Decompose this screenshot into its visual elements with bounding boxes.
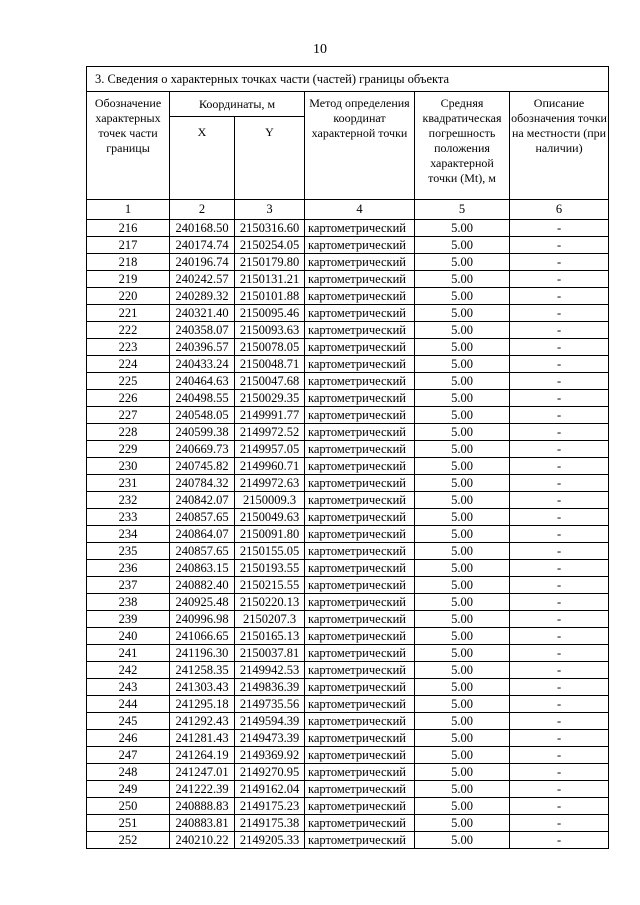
y-coordinate-cell: 2150254.05 bbox=[235, 237, 305, 254]
header-method: Метод определения координат характерной точки bbox=[305, 92, 415, 200]
method-cell: картометрический bbox=[305, 713, 415, 730]
description-cell: - bbox=[510, 407, 609, 424]
description-cell: - bbox=[510, 237, 609, 254]
y-coordinate-cell: 2150179.80 bbox=[235, 254, 305, 271]
error-cell: 5.00 bbox=[415, 475, 510, 492]
x-coordinate-cell: 241066.65 bbox=[170, 628, 235, 645]
table-row bbox=[87, 645, 609, 662]
point-cell: 231 bbox=[87, 475, 170, 492]
table-row bbox=[87, 305, 609, 322]
description-cell: - bbox=[510, 373, 609, 390]
x-coordinate-cell: 240669.73 bbox=[170, 441, 235, 458]
method-cell: картометрический bbox=[305, 492, 415, 509]
method-cell: картометрический bbox=[305, 254, 415, 271]
table-body bbox=[87, 220, 609, 849]
table-row bbox=[87, 475, 609, 492]
error-cell: 5.00 bbox=[415, 611, 510, 628]
column-number: 3 bbox=[235, 200, 305, 220]
method-cell: картометрический bbox=[305, 594, 415, 611]
error-cell: 5.00 bbox=[415, 713, 510, 730]
description-cell: - bbox=[510, 628, 609, 645]
method-cell: картометрический bbox=[305, 526, 415, 543]
x-coordinate-cell: 241295.18 bbox=[170, 696, 235, 713]
column-number: 5 bbox=[415, 200, 510, 220]
description-cell: - bbox=[510, 594, 609, 611]
description-cell: - bbox=[510, 390, 609, 407]
method-cell: картометрический bbox=[305, 832, 415, 849]
description-cell: - bbox=[510, 662, 609, 679]
x-coordinate-cell: 240857.65 bbox=[170, 509, 235, 526]
error-cell: 5.00 bbox=[415, 237, 510, 254]
point-cell: 252 bbox=[87, 832, 170, 849]
table-row bbox=[87, 815, 609, 832]
section-title-row bbox=[87, 67, 609, 92]
table-row bbox=[87, 747, 609, 764]
x-coordinate-cell: 241264.19 bbox=[170, 747, 235, 764]
error-cell: 5.00 bbox=[415, 764, 510, 781]
description-cell: - bbox=[510, 832, 609, 849]
description-cell: - bbox=[510, 696, 609, 713]
method-cell: картометрический bbox=[305, 798, 415, 815]
x-coordinate-cell: 240548.05 bbox=[170, 407, 235, 424]
table-row bbox=[87, 373, 609, 390]
table-row bbox=[87, 237, 609, 254]
method-cell: картометрический bbox=[305, 781, 415, 798]
x-coordinate-cell: 240174.74 bbox=[170, 237, 235, 254]
table-row bbox=[87, 220, 609, 237]
table-row bbox=[87, 662, 609, 679]
error-cell: 5.00 bbox=[415, 560, 510, 577]
y-coordinate-cell: 2150220.13 bbox=[235, 594, 305, 611]
x-coordinate-cell: 241292.43 bbox=[170, 713, 235, 730]
table-row bbox=[87, 798, 609, 815]
description-cell: - bbox=[510, 730, 609, 747]
x-coordinate-cell: 240888.83 bbox=[170, 798, 235, 815]
y-coordinate-cell: 2150193.55 bbox=[235, 560, 305, 577]
column-number: 2 bbox=[170, 200, 235, 220]
description-cell: - bbox=[510, 713, 609, 730]
y-coordinate-cell: 2150029.35 bbox=[235, 390, 305, 407]
method-cell: картометрический bbox=[305, 271, 415, 288]
error-cell: 5.00 bbox=[415, 798, 510, 815]
table-row bbox=[87, 781, 609, 798]
method-cell: картометрический bbox=[305, 730, 415, 747]
x-coordinate-cell: 240784.32 bbox=[170, 475, 235, 492]
method-cell: картометрический bbox=[305, 577, 415, 594]
column-number: 1 bbox=[87, 200, 170, 220]
error-cell: 5.00 bbox=[415, 220, 510, 237]
description-cell: - bbox=[510, 475, 609, 492]
description-cell: - bbox=[510, 815, 609, 832]
method-cell: картометрический bbox=[305, 220, 415, 237]
y-coordinate-cell: 2150047.68 bbox=[235, 373, 305, 390]
x-coordinate-cell: 240196.74 bbox=[170, 254, 235, 271]
description-cell: - bbox=[510, 458, 609, 475]
table-row bbox=[87, 560, 609, 577]
x-coordinate-cell: 240433.24 bbox=[170, 356, 235, 373]
x-coordinate-cell: 240925.48 bbox=[170, 594, 235, 611]
x-coordinate-cell: 240842.07 bbox=[170, 492, 235, 509]
y-coordinate-cell: 2149972.63 bbox=[235, 475, 305, 492]
y-coordinate-cell: 2150095.46 bbox=[235, 305, 305, 322]
point-cell: 235 bbox=[87, 543, 170, 560]
error-cell: 5.00 bbox=[415, 458, 510, 475]
y-coordinate-cell: 2150131.21 bbox=[235, 271, 305, 288]
y-coordinate-cell: 2150049.63 bbox=[235, 509, 305, 526]
point-cell: 249 bbox=[87, 781, 170, 798]
table-row bbox=[87, 696, 609, 713]
error-cell: 5.00 bbox=[415, 254, 510, 271]
error-cell: 5.00 bbox=[415, 696, 510, 713]
error-cell: 5.00 bbox=[415, 679, 510, 696]
header-error: Средняя квадратическая погрешность положения характерной точки (Mt), м bbox=[415, 92, 510, 200]
error-cell: 5.00 bbox=[415, 288, 510, 305]
x-coordinate-cell: 240882.40 bbox=[170, 577, 235, 594]
x-coordinate-cell: 240242.57 bbox=[170, 271, 235, 288]
method-cell: картометрический bbox=[305, 611, 415, 628]
point-cell: 222 bbox=[87, 322, 170, 339]
description-cell: - bbox=[510, 526, 609, 543]
error-cell: 5.00 bbox=[415, 662, 510, 679]
method-cell: картометрический bbox=[305, 458, 415, 475]
table-row bbox=[87, 543, 609, 560]
header-row bbox=[87, 92, 609, 117]
method-cell: картометрический bbox=[305, 373, 415, 390]
y-coordinate-cell: 2150048.71 bbox=[235, 356, 305, 373]
point-cell: 248 bbox=[87, 764, 170, 781]
section-title: 3. Сведения о характерных точках части (частей) границы объекта bbox=[87, 67, 609, 92]
description-cell: - bbox=[510, 492, 609, 509]
y-coordinate-cell: 2149960.71 bbox=[235, 458, 305, 475]
table-row bbox=[87, 458, 609, 475]
point-cell: 227 bbox=[87, 407, 170, 424]
point-cell: 239 bbox=[87, 611, 170, 628]
table-row bbox=[87, 577, 609, 594]
description-cell: - bbox=[510, 356, 609, 373]
point-cell: 229 bbox=[87, 441, 170, 458]
point-cell: 247 bbox=[87, 747, 170, 764]
y-coordinate-cell: 2149735.56 bbox=[235, 696, 305, 713]
method-cell: картометрический bbox=[305, 815, 415, 832]
x-coordinate-cell: 241281.43 bbox=[170, 730, 235, 747]
x-coordinate-cell: 240321.40 bbox=[170, 305, 235, 322]
error-cell: 5.00 bbox=[415, 356, 510, 373]
error-cell: 5.00 bbox=[415, 815, 510, 832]
error-cell: 5.00 bbox=[415, 390, 510, 407]
x-coordinate-cell: 241196.30 bbox=[170, 645, 235, 662]
description-cell: - bbox=[510, 322, 609, 339]
description-cell: - bbox=[510, 781, 609, 798]
point-cell: 251 bbox=[87, 815, 170, 832]
y-coordinate-cell: 2150093.63 bbox=[235, 322, 305, 339]
boundary-points-table bbox=[86, 66, 609, 849]
point-cell: 244 bbox=[87, 696, 170, 713]
point-cell: 250 bbox=[87, 798, 170, 815]
method-cell: картометрический bbox=[305, 237, 415, 254]
description-cell: - bbox=[510, 441, 609, 458]
y-coordinate-cell: 2149175.38 bbox=[235, 815, 305, 832]
point-cell: 221 bbox=[87, 305, 170, 322]
column-number: 4 bbox=[305, 200, 415, 220]
y-coordinate-cell: 2149473.39 bbox=[235, 730, 305, 747]
method-cell: картометрический bbox=[305, 560, 415, 577]
x-coordinate-cell: 240745.82 bbox=[170, 458, 235, 475]
point-cell: 230 bbox=[87, 458, 170, 475]
point-cell: 233 bbox=[87, 509, 170, 526]
method-cell: картометрический bbox=[305, 747, 415, 764]
x-coordinate-cell: 240864.07 bbox=[170, 526, 235, 543]
method-cell: картометрический bbox=[305, 407, 415, 424]
description-cell: - bbox=[510, 611, 609, 628]
point-cell: 228 bbox=[87, 424, 170, 441]
point-cell: 218 bbox=[87, 254, 170, 271]
point-cell: 234 bbox=[87, 526, 170, 543]
table-row bbox=[87, 424, 609, 441]
x-coordinate-cell: 240464.63 bbox=[170, 373, 235, 390]
point-cell: 220 bbox=[87, 288, 170, 305]
method-cell: картометрический bbox=[305, 356, 415, 373]
error-cell: 5.00 bbox=[415, 781, 510, 798]
error-cell: 5.00 bbox=[415, 832, 510, 849]
page-number: 10 bbox=[313, 42, 327, 57]
table-row bbox=[87, 526, 609, 543]
point-cell: 219 bbox=[87, 271, 170, 288]
point-cell: 243 bbox=[87, 679, 170, 696]
y-coordinate-cell: 2150316.60 bbox=[235, 220, 305, 237]
table-row bbox=[87, 611, 609, 628]
table-row bbox=[87, 322, 609, 339]
table-row bbox=[87, 356, 609, 373]
column-number-row bbox=[87, 200, 609, 220]
column-number: 6 bbox=[510, 200, 609, 220]
x-coordinate-cell: 241303.43 bbox=[170, 679, 235, 696]
header-y: Y bbox=[235, 117, 305, 200]
table-row bbox=[87, 730, 609, 747]
error-cell: 5.00 bbox=[415, 747, 510, 764]
y-coordinate-cell: 2150009.3 bbox=[235, 492, 305, 509]
y-coordinate-cell: 2149270.95 bbox=[235, 764, 305, 781]
table-row bbox=[87, 713, 609, 730]
table-row bbox=[87, 288, 609, 305]
method-cell: картометрический bbox=[305, 322, 415, 339]
table-row bbox=[87, 407, 609, 424]
x-coordinate-cell: 240210.22 bbox=[170, 832, 235, 849]
error-cell: 5.00 bbox=[415, 441, 510, 458]
method-cell: картометрический bbox=[305, 509, 415, 526]
y-coordinate-cell: 2150078.05 bbox=[235, 339, 305, 356]
y-coordinate-cell: 2149972.52 bbox=[235, 424, 305, 441]
y-coordinate-cell: 2150101.88 bbox=[235, 288, 305, 305]
table-row bbox=[87, 492, 609, 509]
y-coordinate-cell: 2150165.13 bbox=[235, 628, 305, 645]
description-cell: - bbox=[510, 254, 609, 271]
x-coordinate-cell: 240996.98 bbox=[170, 611, 235, 628]
point-cell: 236 bbox=[87, 560, 170, 577]
x-coordinate-cell: 240498.55 bbox=[170, 390, 235, 407]
x-coordinate-cell: 241222.39 bbox=[170, 781, 235, 798]
method-cell: картометрический bbox=[305, 628, 415, 645]
point-cell: 241 bbox=[87, 645, 170, 662]
error-cell: 5.00 bbox=[415, 271, 510, 288]
point-cell: 224 bbox=[87, 356, 170, 373]
description-cell: - bbox=[510, 577, 609, 594]
point-cell: 238 bbox=[87, 594, 170, 611]
y-coordinate-cell: 2149957.05 bbox=[235, 441, 305, 458]
point-cell: 225 bbox=[87, 373, 170, 390]
table-row bbox=[87, 271, 609, 288]
table-row bbox=[87, 679, 609, 696]
method-cell: картометрический bbox=[305, 696, 415, 713]
x-coordinate-cell: 241247.01 bbox=[170, 764, 235, 781]
description-cell: - bbox=[510, 509, 609, 526]
x-coordinate-cell: 240396.57 bbox=[170, 339, 235, 356]
table-row bbox=[87, 339, 609, 356]
table-row bbox=[87, 594, 609, 611]
x-coordinate-cell: 241258.35 bbox=[170, 662, 235, 679]
header-coordinates: Координаты, м bbox=[170, 92, 305, 117]
error-cell: 5.00 bbox=[415, 526, 510, 543]
error-cell: 5.00 bbox=[415, 543, 510, 560]
error-cell: 5.00 bbox=[415, 509, 510, 526]
x-coordinate-cell: 240289.32 bbox=[170, 288, 235, 305]
error-cell: 5.00 bbox=[415, 424, 510, 441]
description-cell: - bbox=[510, 645, 609, 662]
x-coordinate-cell: 240857.65 bbox=[170, 543, 235, 560]
error-cell: 5.00 bbox=[415, 594, 510, 611]
header-description: Описание обозначения точки на местности (при наличии) bbox=[510, 92, 609, 200]
y-coordinate-cell: 2149162.04 bbox=[235, 781, 305, 798]
point-cell: 217 bbox=[87, 237, 170, 254]
description-cell: - bbox=[510, 543, 609, 560]
y-coordinate-cell: 2150037.81 bbox=[235, 645, 305, 662]
error-cell: 5.00 bbox=[415, 628, 510, 645]
table-row bbox=[87, 254, 609, 271]
y-coordinate-cell: 2150207.3 bbox=[235, 611, 305, 628]
header-point: Обозначение характерных точек части границы bbox=[87, 92, 170, 200]
x-coordinate-cell: 240599.38 bbox=[170, 424, 235, 441]
point-cell: 246 bbox=[87, 730, 170, 747]
error-cell: 5.00 bbox=[415, 339, 510, 356]
x-coordinate-cell: 240358.07 bbox=[170, 322, 235, 339]
table-row bbox=[87, 441, 609, 458]
x-coordinate-cell: 240863.15 bbox=[170, 560, 235, 577]
method-cell: картометрический bbox=[305, 662, 415, 679]
table-row bbox=[87, 509, 609, 526]
error-cell: 5.00 bbox=[415, 492, 510, 509]
description-cell: - bbox=[510, 220, 609, 237]
y-coordinate-cell: 2149594.39 bbox=[235, 713, 305, 730]
method-cell: картометрический bbox=[305, 441, 415, 458]
method-cell: картометрический bbox=[305, 543, 415, 560]
method-cell: картометрический bbox=[305, 679, 415, 696]
description-cell: - bbox=[510, 305, 609, 322]
table-row bbox=[87, 832, 609, 849]
description-cell: - bbox=[510, 560, 609, 577]
error-cell: 5.00 bbox=[415, 305, 510, 322]
error-cell: 5.00 bbox=[415, 322, 510, 339]
y-coordinate-cell: 2150091.80 bbox=[235, 526, 305, 543]
table-row bbox=[87, 390, 609, 407]
description-cell: - bbox=[510, 339, 609, 356]
description-cell: - bbox=[510, 798, 609, 815]
y-coordinate-cell: 2149175.23 bbox=[235, 798, 305, 815]
x-coordinate-cell: 240883.81 bbox=[170, 815, 235, 832]
error-cell: 5.00 bbox=[415, 373, 510, 390]
y-coordinate-cell: 2149942.53 bbox=[235, 662, 305, 679]
description-cell: - bbox=[510, 424, 609, 441]
y-coordinate-cell: 2149369.92 bbox=[235, 747, 305, 764]
method-cell: картометрический bbox=[305, 424, 415, 441]
y-coordinate-cell: 2149836.39 bbox=[235, 679, 305, 696]
table-row bbox=[87, 628, 609, 645]
point-cell: 245 bbox=[87, 713, 170, 730]
header-x: X bbox=[170, 117, 235, 200]
description-cell: - bbox=[510, 764, 609, 781]
method-cell: картометрический bbox=[305, 390, 415, 407]
error-cell: 5.00 bbox=[415, 645, 510, 662]
y-coordinate-cell: 2149991.77 bbox=[235, 407, 305, 424]
method-cell: картометрический bbox=[305, 339, 415, 356]
x-coordinate-cell: 240168.50 bbox=[170, 220, 235, 237]
error-cell: 5.00 bbox=[415, 577, 510, 594]
method-cell: картометрический bbox=[305, 475, 415, 492]
method-cell: картометрический bbox=[305, 645, 415, 662]
description-cell: - bbox=[510, 271, 609, 288]
error-cell: 5.00 bbox=[415, 730, 510, 747]
y-coordinate-cell: 2150215.55 bbox=[235, 577, 305, 594]
method-cell: картометрический bbox=[305, 764, 415, 781]
point-cell: 223 bbox=[87, 339, 170, 356]
description-cell: - bbox=[510, 747, 609, 764]
point-cell: 216 bbox=[87, 220, 170, 237]
y-coordinate-cell: 2149205.33 bbox=[235, 832, 305, 849]
description-cell: - bbox=[510, 679, 609, 696]
point-cell: 226 bbox=[87, 390, 170, 407]
point-cell: 237 bbox=[87, 577, 170, 594]
y-coordinate-cell: 2150155.05 bbox=[235, 543, 305, 560]
description-cell: - bbox=[510, 288, 609, 305]
error-cell: 5.00 bbox=[415, 407, 510, 424]
table-row bbox=[87, 764, 609, 781]
method-cell: картометрический bbox=[305, 288, 415, 305]
point-cell: 232 bbox=[87, 492, 170, 509]
point-cell: 242 bbox=[87, 662, 170, 679]
method-cell: картометрический bbox=[305, 305, 415, 322]
point-cell: 240 bbox=[87, 628, 170, 645]
